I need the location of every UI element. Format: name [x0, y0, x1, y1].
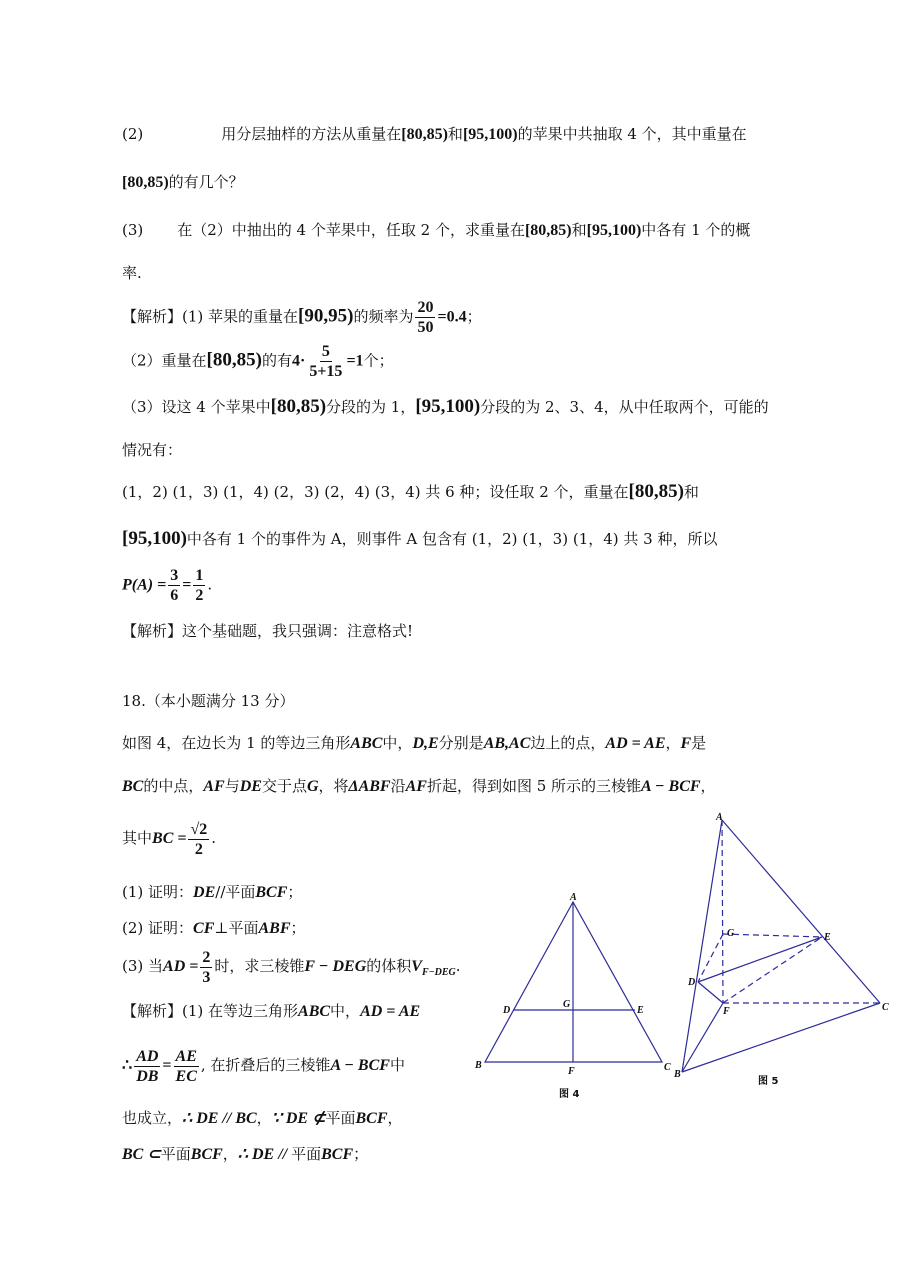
fraction-ad-db: $\frac{AD}{DB}$	[136, 1047, 159, 1085]
figure-4	[470, 890, 690, 1105]
solution-line-2: （2）重量在[80,85)的有4· $\frac{5}{5+15}$ =1个；	[122, 343, 394, 380]
fig5-label-e: E	[824, 932, 831, 943]
fig5-edge-ge	[723, 934, 822, 937]
question-2-line-1: (2) 用分层抽样的方法从重量在[80,85)和[95,100)的苹果中共抽取 4 个，其中重量在	[122, 125, 747, 143]
fig4-label-b: B	[475, 1060, 482, 1071]
question-18-title: 18.（本小题满分 13 分）	[122, 692, 295, 710]
fig5-edge-de	[698, 937, 822, 982]
fig5-edge-bf	[682, 1003, 723, 1072]
figure-5	[670, 810, 905, 1090]
question-18-sub-2: (2) 证明：CF⊥平面ABF；	[122, 919, 306, 937]
fraction-sqrt2-2: $\frac{√2}{2}$	[190, 820, 208, 858]
fig4-label-d: D	[503, 1005, 511, 1016]
question-18-sub-3: (3) 当AD = $\frac{2}{3}$ 时，求三棱锥F − DEG的体积$V_{F-DEG}$.	[122, 948, 461, 986]
solution-line-3: （3）设这 4 个苹果中[80,85)分段的为 1，[95,100)分段的为 2、3、4，从中任取两个，可能的	[122, 396, 769, 417]
fig5-label-b: B	[674, 1069, 681, 1080]
solution-line-1: 【解析】(1) 苹果的重量在[90,95)的频率为 $\frac{20}{50}$ =0.4；	[122, 299, 482, 336]
question-18-line-3: 其中BC = $\frac{√2}{2}$ .	[122, 820, 217, 858]
fig5-label-f: F	[723, 1006, 730, 1017]
fig4-label-c: C	[664, 1062, 671, 1073]
solution-probability: P(A) = $\frac{3}{6}$ = $\frac{1}{2}$ .	[122, 567, 213, 604]
answer-18-line-3: 也成立，∴ DE // BC，∵ DE ⊄平面BCF，	[122, 1109, 403, 1127]
answer-18-line-4: BC ⊂平面BCF，∴ DE // 平面BCF；	[122, 1145, 369, 1163]
question-18-sub-1: (1) 证明：DE//平面BCF；	[122, 883, 303, 901]
question-18-line-2: BC的中点，AF与DE交于点G，将ΔABF沿AF折起，得到如图 5 所示的三棱锥A − BCF，	[122, 777, 716, 795]
solution-line-4: 情况有：	[122, 441, 183, 459]
fraction-3-6: $\frac{3}{6}$	[170, 567, 179, 604]
solution-comment: 【解析】这个基础题，我只强调：注意格式!	[122, 622, 414, 640]
fig5-caption: 图 5	[758, 1076, 779, 1087]
fig4-label-e: E	[637, 1005, 644, 1016]
fig5-label-d: D	[688, 977, 696, 988]
fig4-label-g: G	[563, 999, 571, 1010]
question-2-line-2: [80,85)的有几个？	[122, 173, 244, 191]
fraction-20-50: $\frac{20}{50}$	[417, 299, 434, 336]
question-3-label: (3)	[122, 221, 144, 239]
fig5-edge-fe	[723, 937, 822, 1003]
fig5-edge-df	[698, 982, 723, 1003]
fig4-caption: 图 4	[559, 1089, 580, 1100]
fraction-ae-ec: $\frac{AE}{EC}$	[175, 1047, 197, 1085]
answer-18-line-1: 【解析】(1) 在等边三角形ABC中，AD = AE	[122, 1002, 421, 1020]
answer-18-line-2: ∴ $\frac{AD}{DB}$ = $\frac{AE}{EC}$ , 在折叠后的三棱锥A − BCF中	[122, 1047, 405, 1085]
question-18-line-1: 如图 4，在边长为 1 的等边三角形ABC中，D,E分别是AB,AC边上的点，AD = AE，F是	[122, 734, 707, 752]
solution-line-6: [95,100)中各有 1 个的事件为 A，则事件 A 包含有 (1，2) (1，3) (1，4) 共 3 种，所以	[122, 528, 718, 549]
fraction-1-2: $\frac{1}{2}$	[195, 567, 204, 604]
fig5-edge-bc	[682, 1003, 880, 1072]
fraction-2-3: $\frac{2}{3}$	[202, 948, 211, 986]
question-2-label: (2)	[122, 125, 144, 143]
fig5-label-c: C	[882, 1002, 889, 1013]
fig4-label-f: F	[568, 1066, 575, 1077]
solution-line-5: (1，2) (1，3) (1，4) (2，3) (2，4) (3，4) 共 6 种；设任取 2 个，重量在[80,85)和	[122, 481, 699, 502]
fig5-edge-af	[722, 820, 723, 1003]
fig5-label-g: G	[727, 928, 735, 939]
fig4-label-a: A	[570, 892, 577, 903]
question-3-line-1: (3) 在（2）中抽出的 4 个苹果中，任取 2 个，求重量在[80,85)和[95,100)中各有 1 个的概	[122, 221, 751, 239]
fig5-edge-ac	[722, 820, 880, 1003]
question-3-line-2: 率.	[122, 264, 142, 282]
fraction-5-20: $\frac{5}{5+15}$	[309, 343, 343, 380]
fig5-edge-ab	[682, 820, 722, 1072]
fig5-label-a: A	[716, 812, 723, 823]
